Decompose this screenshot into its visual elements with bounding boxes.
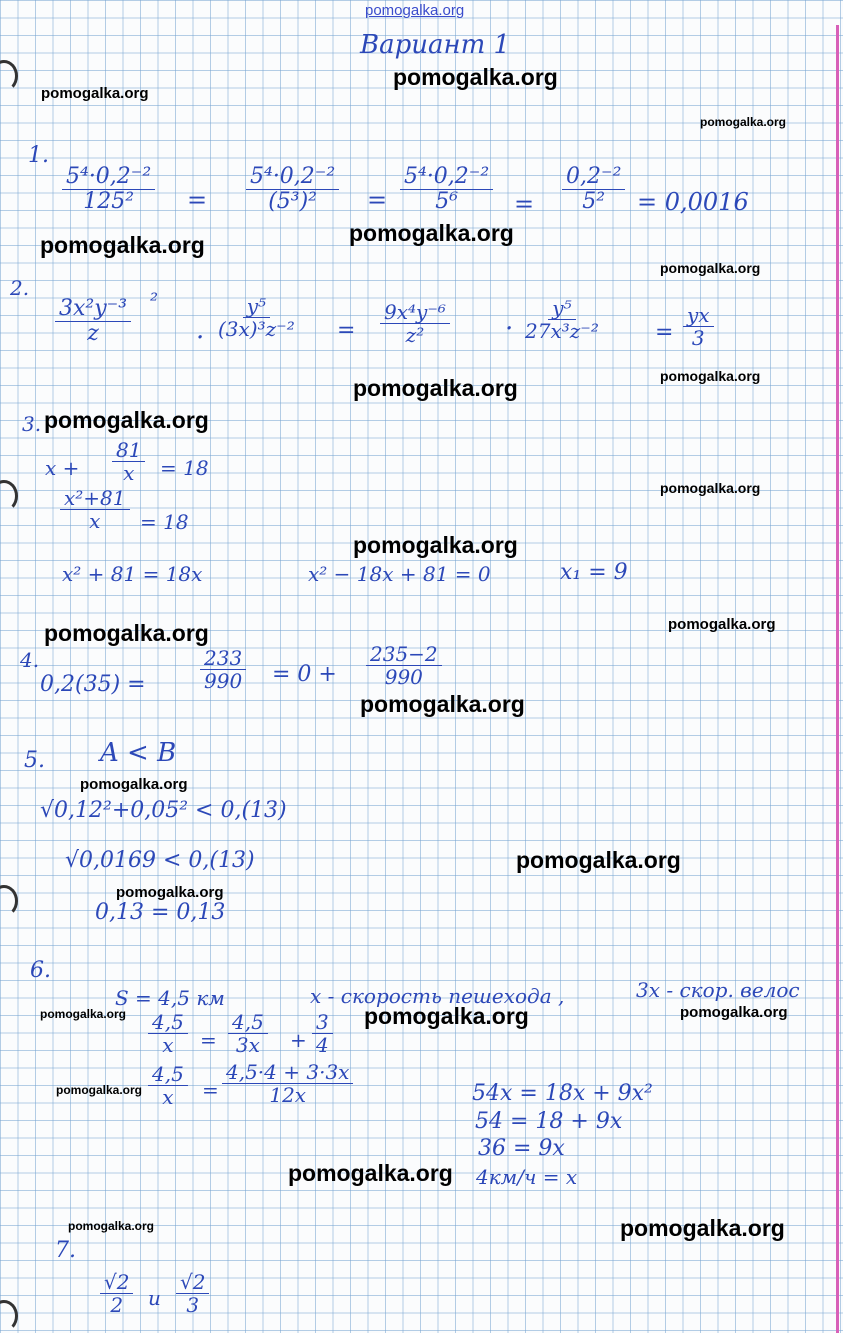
numerator: 0,2⁻² <box>562 166 625 190</box>
fraction <box>148 1064 188 1107</box>
binder-hole <box>0 60 18 92</box>
given: S = 4,5 км <box>115 986 225 1010</box>
result: = 0,0016 <box>637 188 749 216</box>
fraction <box>200 648 246 691</box>
watermark: pomogalka.org <box>660 480 761 496</box>
numerator: y⁵ <box>548 298 575 320</box>
task-number: 1. <box>28 143 49 168</box>
equals-sign: = <box>337 318 356 343</box>
fraction <box>525 298 599 341</box>
watermark: pomogalka.org <box>660 260 761 276</box>
page-title: Вариант 1 <box>360 30 511 60</box>
answer: 4км/ч = x <box>476 1165 578 1189</box>
denominator: 4 <box>316 1033 329 1057</box>
numerator: x²+81 <box>60 488 130 510</box>
watermark: pomogalka.org <box>360 691 525 717</box>
watermark: pomogalka.org <box>620 1215 785 1241</box>
watermark: pomogalka.org <box>364 1003 529 1029</box>
equation-part: = 18 <box>160 456 209 480</box>
equation: x² + 81 = 18x <box>62 562 203 586</box>
fraction <box>176 1272 209 1315</box>
numerator: 233 <box>200 648 246 670</box>
margin-line <box>836 25 839 1333</box>
exponent: ² <box>150 288 159 312</box>
numerator: 4,5 <box>148 1064 188 1086</box>
equation-part: = 0 + <box>272 662 337 687</box>
fraction <box>683 305 714 348</box>
denominator: 12x <box>269 1083 307 1107</box>
denominator: x <box>123 461 135 485</box>
equation: x² − 18x + 81 = 0 <box>308 562 491 586</box>
equation: 36 = 9x <box>478 1136 565 1161</box>
fraction <box>60 488 130 531</box>
watermark: pomogalka.org <box>353 532 518 558</box>
fraction <box>246 166 339 213</box>
numerator: 5⁴·0,2⁻² <box>246 166 339 190</box>
watermark: pomogalka.org <box>40 232 205 258</box>
equals-sign: = <box>514 190 535 218</box>
description: x - скорость пешехода , <box>310 984 565 1008</box>
fraction <box>112 440 145 483</box>
task-number: 6. <box>30 958 51 983</box>
denominator: 5⁶ <box>435 189 459 214</box>
equation: 54 = 18 + 9x <box>475 1109 623 1134</box>
watermark: pomogalka.org <box>68 1219 155 1233</box>
task-number: 3. <box>22 412 42 436</box>
numerator: 9x⁴y⁻⁶ <box>380 302 450 324</box>
equation-part: = 18 <box>140 510 189 534</box>
fraction <box>400 166 493 213</box>
fraction <box>312 1012 333 1055</box>
equation-part: 0,2(35) = <box>40 672 146 697</box>
fraction <box>148 1012 188 1055</box>
denominator: 990 <box>204 669 243 693</box>
fraction <box>228 1012 268 1055</box>
equation: √0,12²+0,05² < 0,(13) <box>40 798 287 823</box>
denominator: x <box>89 509 101 533</box>
watermark: pomogalka.org <box>365 2 465 19</box>
dot: · <box>196 323 205 353</box>
fraction <box>222 1062 353 1105</box>
numerator: 5⁴·0,2⁻² <box>62 166 155 190</box>
fraction <box>55 298 131 345</box>
task-number: 7. <box>55 1238 76 1263</box>
watermark: pomogalka.org <box>41 85 149 102</box>
denominator: (3x)³z⁻² <box>218 317 295 341</box>
denominator: 125² <box>83 189 135 214</box>
equation: 54x = 18x + 9x² <box>472 1081 653 1106</box>
binder-hole <box>0 885 18 917</box>
watermark: pomogalka.org <box>393 64 558 90</box>
numerator: 5⁴·0,2⁻² <box>400 166 493 190</box>
equals-sign: = <box>367 186 388 214</box>
watermark: pomogalka.org <box>40 1007 127 1021</box>
plus-sign: + <box>290 1028 307 1052</box>
watermark: pomogalka.org <box>44 407 209 433</box>
fraction <box>62 166 155 213</box>
denominator: (5³)² <box>268 189 318 214</box>
task-number: 4. <box>20 648 40 672</box>
denominator: 990 <box>384 665 423 689</box>
comparison-head: A < B <box>100 738 177 768</box>
watermark: pomogalka.org <box>668 616 776 633</box>
equals-sign: = <box>200 1028 217 1052</box>
watermark: pomogalka.org <box>44 620 209 646</box>
numerator: y⁵ <box>243 296 270 318</box>
denominator: 3x <box>235 1033 260 1057</box>
numerator: √2 <box>100 1272 133 1294</box>
task-number: 2. <box>10 276 30 300</box>
equation-part: x + <box>45 456 80 480</box>
numerator: 3 <box>312 1012 333 1034</box>
denominator: z <box>87 321 99 346</box>
numerator: √2 <box>176 1272 209 1294</box>
numerator: 4,5·4 + 3·3x <box>222 1062 353 1084</box>
numerator: 81 <box>112 440 145 462</box>
watermark: pomogalka.org <box>353 375 518 401</box>
watermark: pomogalka.org <box>116 884 224 901</box>
dot: · <box>505 314 514 344</box>
denominator: 2 <box>110 1293 124 1317</box>
denominator: 27x³z⁻² <box>525 319 599 343</box>
watermark: pomogalka.org <box>288 1160 453 1186</box>
fraction <box>562 166 625 213</box>
fraction <box>366 644 442 687</box>
equation: √0,0169 < 0,(13) <box>65 848 255 873</box>
numerator: 3x²y⁻³ <box>55 298 131 322</box>
watermark: pomogalka.org <box>660 368 761 384</box>
fraction <box>380 302 450 345</box>
numerator: 4,5 <box>228 1012 268 1034</box>
conjunction: и <box>148 1286 161 1310</box>
equation: 0,13 = 0,13 <box>95 900 226 925</box>
description: 3x - скор. велос <box>636 978 800 1002</box>
task-number: 5. <box>24 748 45 773</box>
numerator: 235−2 <box>366 644 442 666</box>
watermark: pomogalka.org <box>516 847 681 873</box>
root: x₁ = 9 <box>560 560 628 585</box>
denominator: 3 <box>691 326 705 350</box>
equals-sign: = <box>202 1078 219 1102</box>
denominator: x <box>162 1085 174 1109</box>
denominator: x <box>162 1033 174 1057</box>
binder-hole <box>0 480 18 512</box>
watermark: pomogalka.org <box>700 115 787 129</box>
watermark: pomogalka.org <box>680 1004 788 1021</box>
equals-sign: = <box>187 186 208 214</box>
watermark: pomogalka.org <box>80 776 188 793</box>
fraction <box>100 1272 133 1315</box>
denominator: 5² <box>582 189 606 214</box>
equals-sign: = <box>655 320 674 345</box>
watermark: pomogalka.org <box>349 220 514 246</box>
denominator: z² <box>405 323 425 347</box>
numerator: 4,5 <box>148 1012 188 1034</box>
denominator: 3 <box>186 1293 200 1317</box>
watermark: pomogalka.org <box>56 1083 143 1097</box>
numerator: yx <box>683 305 714 327</box>
binder-hole <box>0 1300 18 1332</box>
fraction <box>218 296 295 339</box>
